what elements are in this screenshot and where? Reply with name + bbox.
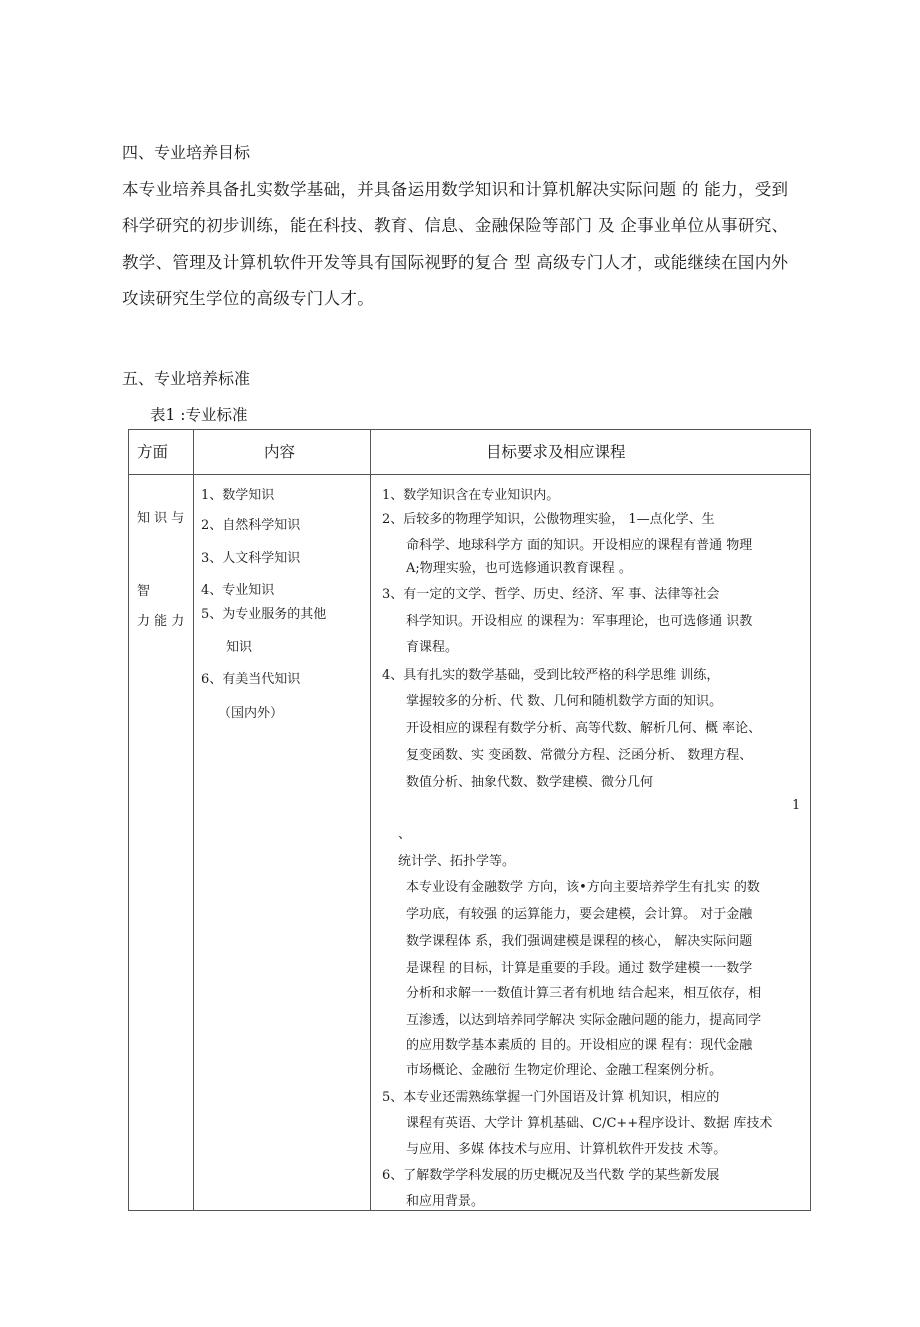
- content-item: 4、专业知识: [201, 583, 275, 598]
- req-line: 数学课程体 系，我们强调建模是课程的核心， 解决实际问题: [406, 934, 753, 949]
- content-item: 3、人文科学知识: [201, 551, 301, 566]
- section-4-line-1: 本专业培养具备扎实数学基础，并具备运用数学知识和计算机解决实际问题 的 能力，受到: [122, 180, 789, 199]
- req-line: 是课程 的目标，计算是重要的手段。通过 数学建模一一数学: [406, 961, 753, 976]
- req-line: 3、有一定的文学、哲学、历史、经济、军 事、法律等社会: [382, 587, 720, 602]
- section-4-line-4: 攻读研究生学位的高级专门人才。: [122, 289, 374, 308]
- req-line: 5、本专业还需熟练掌握一门外国语及计算 机知识，相应的: [382, 1090, 720, 1105]
- header-requirements: 目标要求及相应课程: [486, 443, 626, 461]
- content-item: 知识: [226, 640, 253, 655]
- section-5-heading: 五、专业培养标准: [122, 369, 251, 388]
- req-line: A;物理实验，也可选修通识教育课程 。: [406, 561, 632, 576]
- content-item: 2、自然科学知识: [201, 518, 301, 533]
- req-line: 的应用数学基本素质的 目的。开设相应的课 程有：现代金融: [406, 1038, 753, 1053]
- req-line: 科学知识。开设相应 的课程为：军事理论，也可选修通 识教: [406, 614, 753, 629]
- section-4-line-3: 教学、管理及计算机软件开发等具有国际视野的复合 型 高级专门人才，或能继续在国内外: [122, 253, 789, 272]
- req-line: 、: [398, 827, 412, 842]
- req-line: 开设相应的课程有数学分析、高等代数、解析几何、概 率论、: [406, 721, 762, 736]
- content-item: 6、有美当代知识: [201, 672, 301, 687]
- req-line: 掌握较多的分析、代 数、几何和随机数学方面的知识。: [406, 694, 723, 709]
- req-line: 2、后较多的物理学知识，公傲物理实验， 1—点化学、生: [382, 512, 715, 527]
- req-line: 1、数学知识含在专业知识内。: [382, 488, 560, 503]
- content-item: 5、为专业服务的其他: [201, 607, 327, 622]
- req-line: 市场概论、金融衍 生物定价理论、金融工程案例分析。: [406, 1063, 723, 1078]
- header-content: 内容: [264, 443, 296, 461]
- req-line: 统计学、拓扑学等。: [398, 854, 516, 869]
- table-border-bottom: [128, 1210, 811, 1211]
- aspect-bottom-1: 智: [137, 584, 151, 599]
- table-border-col1: [193, 429, 194, 1211]
- table-border-col2: [370, 429, 371, 1211]
- req-line: 6、了解数学学科发展的历史概况及当代数 学的某些新发展: [382, 1168, 720, 1183]
- header-aspect: 方面: [137, 443, 169, 461]
- req-line: 本专业设有金融数学 方向，该•方向主要培养学生有扎实 的数: [406, 880, 760, 895]
- section-4-line-2: 科学研究的初步训练，能在科技、教育、信息、金融保险等部门 及 企事业单位从事研究、: [122, 216, 789, 235]
- req-line: 互渗透，以达到培养同学解决 实际金融问题的能力，提高同学: [406, 1013, 762, 1028]
- table-border-top: [128, 429, 811, 430]
- req-line: 育课程。: [406, 640, 459, 655]
- req-line: 学功底，有较强 的运算能力，要会建模，会计算。 对于金融: [406, 907, 753, 922]
- req-line: 与应用、多媒 体技术与应用、计算机软件开发技 术等。: [406, 1142, 727, 1157]
- req-line: 数值分析、抽象代数、数学建模、微分几何: [406, 775, 654, 790]
- req-line: 课程有英语、大学计 算机基础、C/C++程序设计、数据 库技术: [406, 1116, 773, 1131]
- content-item: （国内外）: [218, 706, 284, 721]
- req-line: 4、具有扎实的数学基础，受到比较严格的科学思维 训练，: [382, 668, 720, 683]
- table-caption: 表1 :专业标准: [150, 406, 248, 424]
- req-line: 分析和求解一一数值计算三者有机地 结合起来，相互依存，相: [406, 986, 762, 1001]
- req-line: 1: [792, 798, 801, 813]
- table-border-left: [128, 429, 129, 1211]
- content-item: 1、数学知识: [201, 488, 275, 503]
- aspect-top: 知 识 与: [137, 511, 185, 526]
- table-border-right: [810, 429, 811, 1211]
- aspect-bottom-2: 力 能 力: [137, 614, 185, 629]
- table-border-header: [128, 474, 811, 475]
- req-line: 复变函数、实 变函数、常微分方程、泛函分析、 数理方程、: [406, 748, 753, 763]
- req-line: 命科学、地球科学方 面的知识。开设相应的课程有普通 物理: [406, 538, 753, 553]
- section-4-heading: 四、专业培养目标: [122, 143, 251, 162]
- req-line: 和应用背景。: [406, 1194, 485, 1209]
